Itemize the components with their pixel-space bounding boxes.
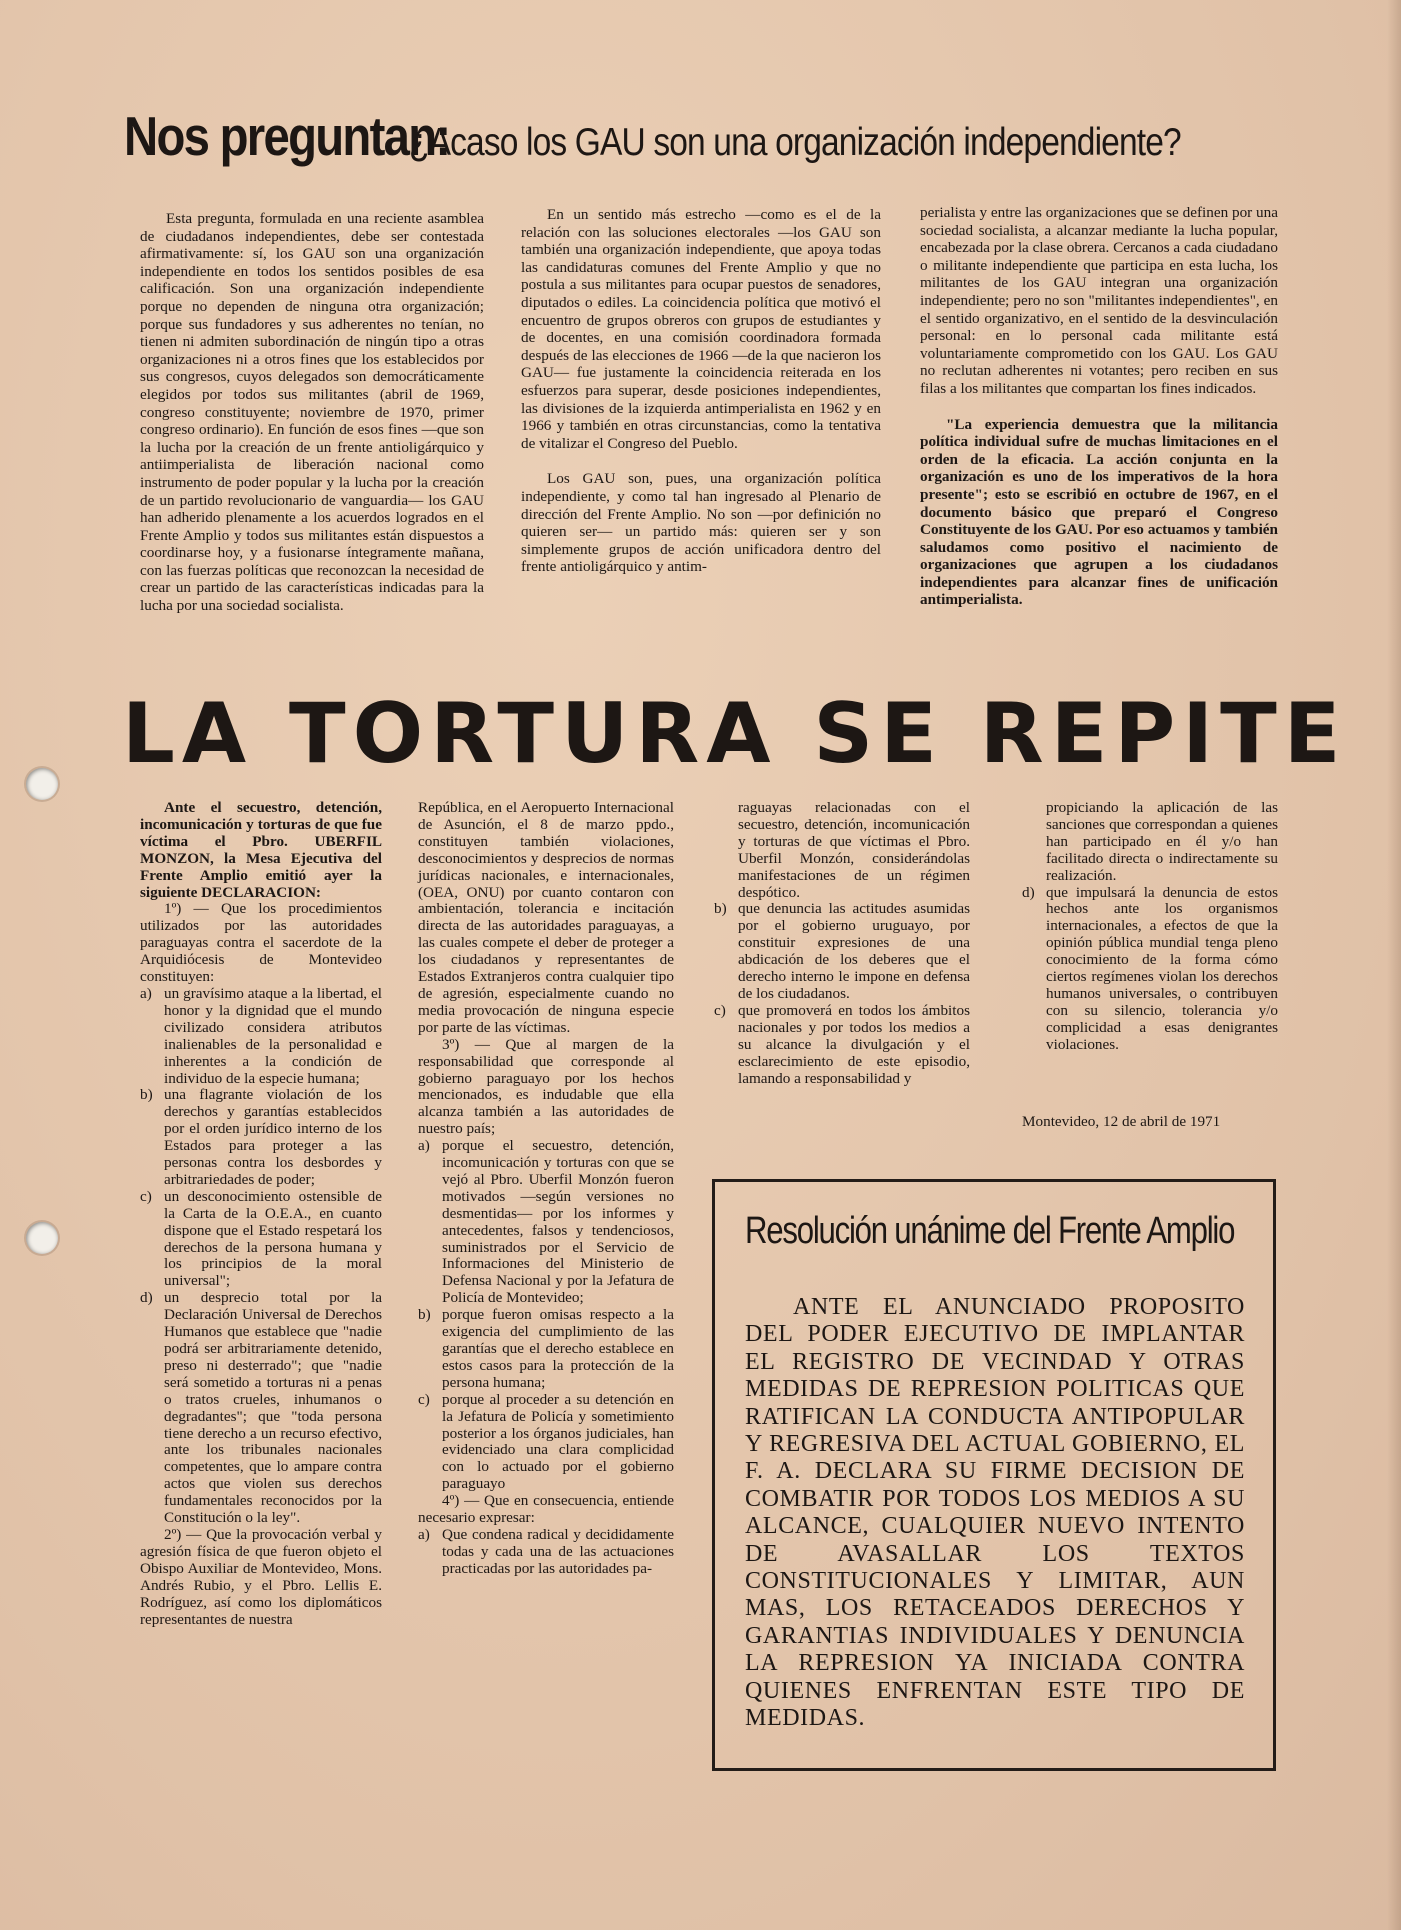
tortura-point-4-item-a-cont: raguayas relacionadas con el secuestro, detención, incomunicación y torturas de que víctimas el Pbro. Uberfil Monzón, considerándolas manifestaciones de un régimen despótico. xyxy=(738,799,970,901)
tortura-point-1-item-c: c) un desconocimiento ostensible de la Carta de la O.E.A., en cuanto dispone que el Estado respetará los derechos de la persona humana y los principios de la moral universal"; xyxy=(140,1187,382,1290)
headline-question: ¿Acaso los GAU son una organización independiente? xyxy=(408,121,1181,164)
tortura-point-3-item-b: b) porque fueron omisas respecto a la exigencia del cumplimiento de las garantías que el derecho establece en estos casos para la protección de la persona humana; xyxy=(418,1306,674,1391)
binder-hole-bottom xyxy=(26,1222,58,1254)
page-edge-shadow xyxy=(1387,0,1401,1930)
tortura-point-2-cont: República, en el Aeropuerto Internacional de Asunción, el 8 de marzo ppdo., constituyen también violaciones, desconocimientos y desprecios de normas jurídicas nacionales, e internacionales, (OEA, ONU) por cuanto contaron con ambientación, tolerancia e incitación directa de las autoridades paraguayas, a las cuales compete el deber de proteger a los ciudadanos y representantes de Estados Extranjeros contra cualquier tipo de agresión, especialmente cuando no media provocación de ninguna especie por parte de las víctimas. xyxy=(418,799,674,1036)
gau-col3-paragraph-2: "La experiencia demuestra que la militancia política individual sufre de muchas limitaciones en el orden de la eficacia. La acción conjunta en la organización es uno de los imperativos de la hora presente"; esto se escribió en octubre de 1967, en el documento básico que preparó el Congreso Constituyente de los GAU. Por eso actuamos y también saludamos como positivo el nacimiento de organizaciones que agrupen a los ciudadanos independientes para alcanzar fines de unificación antimperialista. xyxy=(920,415,1278,609)
tortura-signoff-date: Montevideo, 12 de abril de 1971 xyxy=(1022,1113,1221,1130)
gau-col2-paragraph-2: Los GAU son, pues, una organización política independiente, y como tal han ingresado al Plenario de dirección del Frente Amplio. No son —por definición no quieren ser— un partido más: quieren ser y son simplemente grupos de acción unificadora dentro del frente antioligárquico y antim- xyxy=(521,470,881,576)
binder-hole-top xyxy=(26,768,58,800)
gau-col2-paragraph-1: En un sentido más estrecho —como es el de la relación con las soluciones electorales —los GAU son también una organización independiente, que apoya todas las candidaturas comunes del Frente Amplio y que no postula a sus militantes para ocupar puestos de senadores, diputados o ediles. La coincidencia política que motivó el encuentro de grupos obreros con grupos de estudiantes y de docentes, en una comisión coordinadora formada después de las elecciones de 1966 —de la que nacieron los GAU— fue justamente la coincidencia reiterada en los esfuerzos para superar, desde posiciones independientes, las divisiones de la izquierda antimperialista en 1962 y en 1966 y también en otras circunstancias, como la tentativa de vitalizar el Congreso del Pueblo. xyxy=(521,206,881,452)
tortura-point-3: 3º) — Que al margen de la responsabilidad que corresponde al gobierno paraguayo por los hechos mencionados, es indudable que ella alcanza también a las autoridades de nuestro país; xyxy=(418,1035,674,1138)
tortura-point-4-item-c: c) que promoverá en todos los ámbitos nacionales y por todos los medios a su alcance la divulgación y el esclarecimiento de este episodio, lamando a responsabilidad y xyxy=(714,1001,970,1087)
tortura-point-3-item-a: a) porque el secuestro, detención, incomunicación y torturas con que se vejó al Pbro. Uberfil Monzón fueron motivados —según versiones no desmentidas— por los informes y antecedentes, falsos y tendenciosos, suministrados por el Servicio de Informaciones del Ministerio de Defensa Nacional y por la Jefatura de Policía de Montevideo; xyxy=(418,1137,674,1307)
tortura-point-4-item-d: d) que impulsará la denuncia de estos hechos ante los organismos internacionales, a efectos de que la opinión pública mundial tenga pleno conocimiento de la forma cómo ciertos regímenes violan los derechos humanos universales, o contribuyen con su silencio, tolerancia y/o complicidad a esas denigrantes violaciones. xyxy=(1022,883,1278,1053)
article-gau-column-3 xyxy=(920,204,1278,609)
tortura-intro: Ante el secuestro, detención, incomunicación y torturas de que fue víctima el Pbro. UBERFIL MONZON, la Mesa Ejecutiva del Frente Amplio emitió ayer la siguiente DECLARACION: xyxy=(140,799,382,901)
tortura-column-2 xyxy=(418,800,674,1578)
tortura-point-1-item-a: a) un gravísimo ataque a la libertad, el honor y la dignidad que el mundo civilizado considera atributos inalienables de la personalidad e inherentes a la condición de individuo de la especie humana; xyxy=(140,984,382,1087)
tortura-column-1 xyxy=(140,800,382,1628)
gau-col3-paragraph-1: perialista y entre las organizaciones que se definen por una sociedad socialista, a alcanzar mediante la lucha popular, encabezada por la clase obrera. Cercanos a cada ciudadano o militante independiente que participa en esta lucha, los militantes de los GAU integran una organización independiente; pero no son "militantes independientes", en el sentido organizativo, en el sentido de la desvinculación personal: en lo personal cada militante está voluntariamente comprometido con los GAU. Los GAU no reclutan adherentes ni votantes; pero reciben en sus filas a los militantes que compartan los fines indicados. xyxy=(920,204,1278,397)
resolution-box xyxy=(712,1179,1276,1771)
tortura-point-1-item-d: d) un desprecio total por la Declaración Universal de Derechos Humanos que establece que "nadie podrá ser arbitrariamente detenido, preso ni desterrado"; que "nadie será sometido a torturas ni a penas o tratos crueles, inhumanos o degradantes"; que "toda persona tiene derecho a un recurso efectivo, ante los tribunales nacionales competentes, que lo ampare contra actos que violen sus derechos fundamentales reconocidos por la Constitución o la ley". xyxy=(140,1289,382,1527)
tortura-point-3-item-c: c) porque al proceder a su detención en la Jefatura de Policía y sometimiento posterior a los órganos judiciales, han evidenciado una clara complicidad con lo actuado por el gobierno paraguayo xyxy=(418,1390,674,1493)
tortura-point-4: 4º) — Que en consecuencia, entiende necesario expresar: xyxy=(418,1492,674,1527)
article-tortura-headline: LA TORTURA SE REPITE xyxy=(122,685,1348,782)
tortura-column-3 xyxy=(714,800,970,1087)
gau-col1-paragraph: Esta pregunta, formulada en una reciente asamblea de ciudadanos independientes, debe ser contestada afirmativamente: sí, los GAU son una organización independiente en todos los sentidos posibles de esa calificación. Son una organización independiente porque no dependen de ninguna otra organización; porque sus fundadores y sus adherentes no tenían, no tienen ni admiten subordinación de ningún tipo a otras organizaciones ni a otros fines que los establecidos por sus congresos, cuyos delegados son democráticamente elegidos por todos sus militantes (abril de 1969, congreso constituyente; noviembre de 1970, primer congreso ordinario). En función de esos fines —que son la lucha por la creación de un frente antioligárquico y antiimperialista de liberación nacional como instrumento de poder popular y la lucha por la creación de un partido revolucionario de vanguardia— los GAU han adherido plenamente a los acuerdos logrados en el Frente Amplio y todos sus militantes están dispuestos a coordinarse hoy, y a fusionarse íntegramente mañana, con las fuerzas políticas que reconozcan la necesidad de crear un partido de las características indicadas para la lucha por una sociedad socialista. xyxy=(140,210,484,615)
tortura-point-1-item-b: b) una flagrante violación de los derechos y garantías establecidos por el orden jurídico interno de los Estados para proteger a las personas contra los desbordes y arbitrariedades de poder; xyxy=(140,1086,382,1188)
tortura-point-4-item-a: a) Que condena radical y decididamente todas y cada una de las actuaciones practicadas por las autoridades pa- xyxy=(418,1525,674,1577)
resolution-text: ANTE EL ANUNCIADO PROPOSITO DEL PODER EJECUTIVO DE IMPLANTAR EL REGISTRO DE VECINDAD Y OTRAS MEDIDAS DE REPRESION POLITICAS QUE RATIFICAN LA CONDUCTA ANTIPOPULAR Y REGRESIVA DEL ACTUAL GOBIERNO, EL F. A. DECLARA SU FIRME DECISION DE COMBATIR POR TODOS LOS MEDIOS A SU ALCANCE, CUALQUIER NUEVO INTENTO DE AVASALLAR LOS TEXTOS CONSTITUCIONALES Y LIMITAR, AUN MAS, LOS RETACEADOS DERECHOS Y GARANTIAS INDIVIDUALES Y DENUNCIA LA REPRESION YA INICIADA CONTRA QUIENES ENFRENTAN ESTE TIPO DE MEDIDAS. xyxy=(745,1294,1245,1732)
tortura-point-4-item-c-cont: propiciando la aplicación de las sanciones que correspondan a quienes han participado en él y/o han facilitado directa o indirectamente su realización. xyxy=(1046,799,1278,884)
tortura-column-4 xyxy=(1022,800,1278,1054)
resolution-body xyxy=(745,1294,1245,1733)
tortura-point-4-item-b: b) que denuncia las actitudes asumidas por el gobierno uruguayo, por constituir expresiones de una abdicación de los deberes que el derecho interno le impone en defensa de los ciudadanos. xyxy=(714,900,970,1002)
tortura-point-1: 1º) — Que los procedimientos utilizados por las autoridades paraguayas contra el sacerdote de la Arquidiócesis de Montevideo constituyen: xyxy=(140,900,382,986)
article-gau-column-2 xyxy=(521,206,881,576)
article-gau-headline xyxy=(124,104,1284,184)
article-gau-column-1 xyxy=(140,210,484,615)
resolution-title: Resolución unánime del Frente Amplio xyxy=(745,1210,1235,1252)
headline-lead: Nos preguntan: xyxy=(124,105,450,167)
tortura-point-2: 2º) — Que la provocación verbal y agresión física de que fueron objeto el Obispo Auxiliar de Montevideo, Mons. Andrés Rubio, y el Pbro. Lellis E. Rodríguez, así como los diplomáticos representantes de nuestra xyxy=(140,1525,382,1628)
